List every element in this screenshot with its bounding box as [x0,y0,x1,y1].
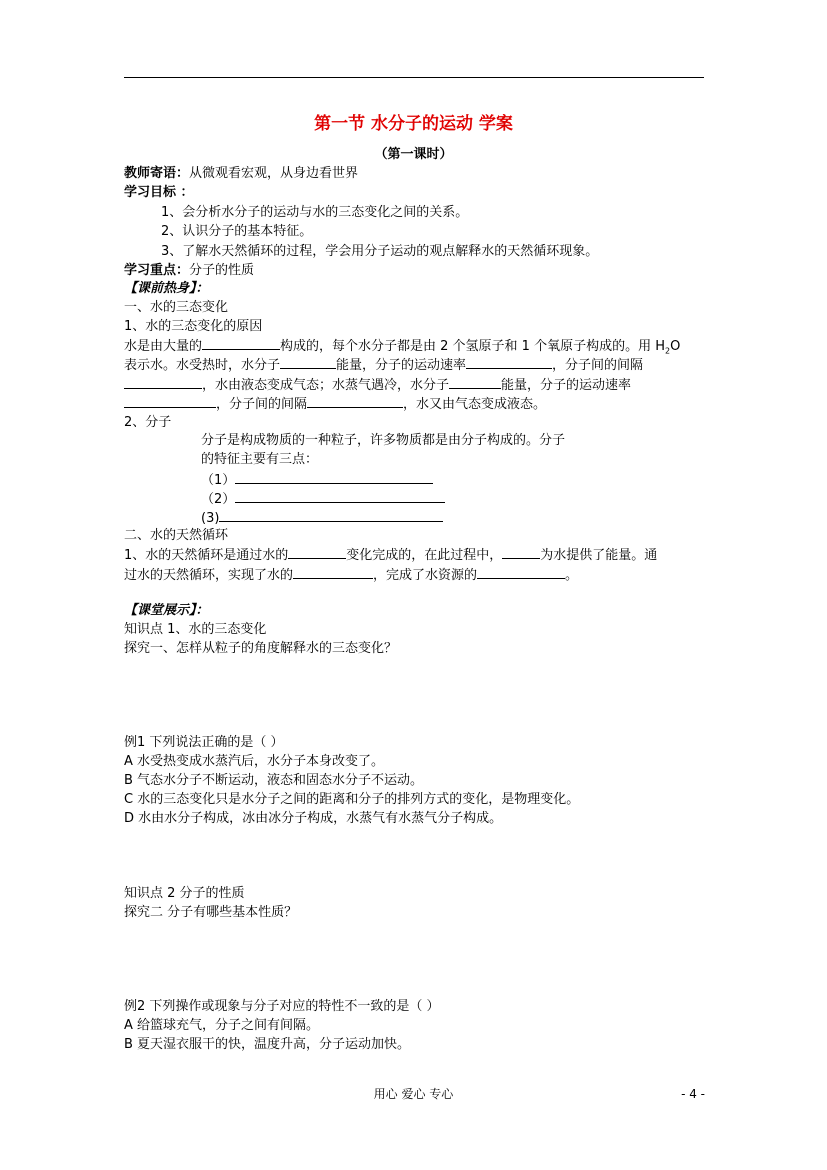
blank-gap-1 [124,376,202,389]
example-1-option-d: D 水由水分子构成，冰由冰分子构成，水蒸气有水蒸气分子构成。 [124,811,503,826]
feature-1 [201,471,433,489]
knowledge-point-1: 知识点 1、水的三态变化 [124,622,267,637]
text-run: ，水由液态变成气态；水蒸气遇冷，水分子 [202,378,450,393]
blank-gap-2 [307,395,403,408]
feature-3-blank [219,509,443,522]
text-run: 水是由大量的 [124,339,203,354]
text-run: 表示水。水受热时，水分子 [124,358,281,373]
goals-label: 学习目标 ： [124,185,194,200]
example-1: 例1 下列说法正确的是（ ） [124,735,284,750]
cycle-line-1 [124,546,657,564]
blank-energy-1 [280,356,336,369]
focus-line [124,262,254,279]
footer-motto: 用心 爱心 专心 [373,1087,454,1101]
example-2-option-b: B 夏天湿衣服干的快，温度升高，分子运动加快。 [124,1037,411,1052]
paragraph-line-4 [124,395,546,413]
feature-2-label: （2） [201,492,236,507]
warmup-label: 【课前热身】： [124,281,209,296]
teacher-label: 教师寄语： [124,166,190,181]
blank-resource [477,566,565,579]
text-run: ，分子间的间隔 [216,397,308,412]
example-1-option-c: C 水的三态变化只是水分子之间的距离和分子的排列方式的变化，是物理变化。 [124,792,580,807]
blank-speed-1 [466,356,552,369]
text-run: ，分子间的间隔 [552,358,644,373]
goal-item-3: 3、了解水天然循环的过程，学会用分子运动的观点解释水的天然循环现象。 [161,244,599,259]
blank-molecule [202,337,280,350]
section-1-2-heading: 2、分子 [124,415,172,430]
document-title: 第一节 水分子的运动 学案 [314,114,513,134]
subscript: 2 [665,346,671,356]
header-rule [124,77,704,78]
text-run: 能量，分子的运动速率 [501,378,632,393]
example-1-option-a: A 水受热变成水蒸汽后，水分子本身改变了。 [124,754,385,769]
blank-energy-source [502,546,540,559]
text-run: 能量，分子的运动速率 [336,358,467,373]
inquiry-1: 探究一、怎样从粒子的角度解释水的三态变化？ [124,641,398,656]
teacher-message [124,165,358,182]
blank-realize [293,566,373,579]
section-1-heading: 一、水的三态变化 [124,300,229,315]
example-2: 例2 下列操作或现象与分子对应的特性不一致的是（ ） [124,999,440,1014]
feature-3-label: (3) [201,511,220,526]
text-run: 过水的天然循环，实现了水的 [124,568,294,583]
teacher-text: 从微观看宏观，从身边看世界 [189,166,359,181]
text-run: 1、水的天然循环是通过水的 [124,548,289,563]
text-run: 。 [565,568,579,583]
text-run: O [670,339,681,354]
blank-energy-2 [449,376,501,389]
text-run: 变化完成的，在此过程中， [346,548,503,563]
feature-1-label: （1） [201,473,236,488]
goal-item-1: 1、会分析水分子的运动与水的三态变化之间的关系。 [161,205,469,220]
document-subtitle: （第一课时） [374,147,453,162]
example-2-option-a: A 给篮球充气，分子之间有间隔。 [124,1018,320,1033]
goal-item-2: 2、认识分子的基本特征。 [161,224,313,239]
section-2-heading: 二、水的天然循环 [124,528,229,543]
focus-label: 学习重点： [124,263,190,278]
molecule-text-2: 的特征主要有三点： [201,452,319,467]
knowledge-point-2: 知识点 2 分子的性质 [124,886,245,901]
paragraph-line-3 [124,376,631,394]
feature-1-blank [235,471,433,484]
feature-3 [201,509,443,527]
text-run: ，水又由气态变成液态。 [403,397,547,412]
blank-state-change [288,546,346,559]
page-number: - 4 - [681,1087,705,1101]
molecule-text-1: 分子是构成物质的一种粒子，许多物质都是由分子构成的。分子 [201,433,566,448]
feature-2-blank [235,490,445,503]
feature-2 [201,490,445,508]
section-1-1-heading: 1、水的三态变化的原因 [124,319,263,334]
text-run: 构成的，每个水分子都是由 2 个氢原子和 1 个氧原子构成的。用 H [280,339,665,354]
example-1-option-b: B 气态水分子不断运动，液态和固态水分子不运动。 [124,773,424,788]
class-display-label: 【课堂展示】： [124,603,209,618]
text-run: ，完成了水资源的 [373,568,478,583]
cycle-line-2 [124,566,578,584]
paragraph-line-2 [124,356,643,374]
blank-speed-2 [124,395,216,408]
focus-text: 分子的性质 [189,263,255,278]
inquiry-2: 探究二 分子有哪些基本性质？ [124,905,298,920]
text-run: 为水提供了能量。通 [540,548,658,563]
